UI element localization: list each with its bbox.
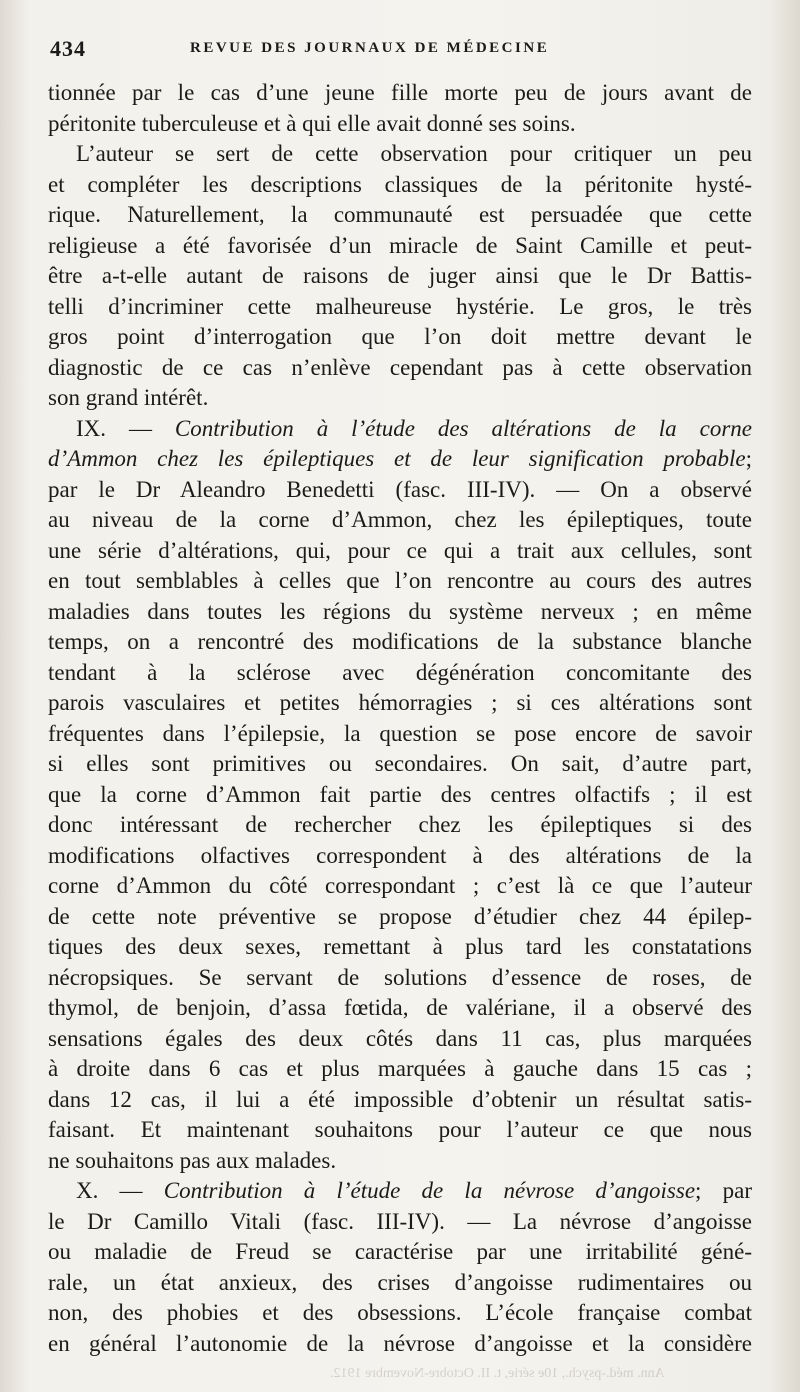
text-line: que la corne d’Ammon fait partie des centres olfactifs ; il est: [48, 781, 752, 807]
section-heading-ix: IX. — Contribution à l’étude des altérations de la corne: [76, 415, 752, 441]
text-line: si elles sont primitives ou secondaires. On sait, d’autre part,: [48, 751, 752, 776]
text-line: non, des phobies et des obsessions. L’école française combat: [48, 1300, 752, 1325]
body-text: [48, 78, 752, 1359]
text-line: en tout semblables à celles que l’on rencontre au cours des autres: [48, 568, 752, 593]
text-line: au niveau de la corne d’Ammon, chez les épileptiques, toute: [48, 507, 752, 532]
text-line: à droite dans 6 cas et plus marquées à gauche dans 15 cas ;: [48, 1056, 752, 1081]
paragraph-start-line: L’auteur se sert de cette observation pour critiquer un peu: [76, 141, 752, 166]
text-line: en général l’autonomie de la névrose d’angoisse et la considère: [48, 1330, 752, 1356]
text-line: thymol, de benjoin, d’assa fœtida, de valériane, il a observé des: [48, 995, 752, 1020]
text-line: donc intéressant de rechercher chez les épileptiques si des: [48, 812, 752, 837]
text-line: rique. Naturellement, la communauté est persuadée que cette: [48, 202, 752, 227]
text-line: le Dr Camillo Vitali (fasc. III-IV). — La névrose d’angoisse: [48, 1208, 752, 1234]
text-line: religieuse a été favorisée d’un miracle de Saint Camille et peut-: [48, 232, 752, 258]
text-line: faisant. Et maintenant souhaitons pour l’auteur ce que nous: [48, 1117, 752, 1142]
text-line: être a-t-elle autant de raisons de juger ainsi que le Dr Battis-: [48, 263, 752, 288]
text-line: fréquentes dans l’épilepsie, la question se pose encore de savoir: [48, 720, 752, 746]
text-line: par le Dr Aleandro Benedetti (fasc. III-IV). — On a observé: [48, 476, 752, 502]
section-heading-ix-cont: d’Ammon chez les épileptiques et de leur signification probable;: [48, 446, 752, 471]
text-line: tendant à la sclérose avec dégénération concomitante des: [48, 659, 752, 685]
text-line: tiques des deux sexes, remettant à plus tard les constatations: [48, 934, 752, 959]
text-line: dans 12 cas, il lui a été impossible d’obtenir un résultat satis-: [48, 1086, 752, 1112]
text-line: temps, on a rencontré des modifications de la substance blanche: [48, 629, 752, 654]
text-line: une série d’altérations, qui, pour ce qui a trait aux cellules, sont: [48, 537, 752, 563]
section-heading-x: X. — Contribution à l’étude de la névrose d’angoisse; par: [76, 1178, 752, 1203]
running-head: [50, 36, 750, 62]
bleedthrough-footer: Ann. méd.-psych., 10e série, t. II. Octobre-Novembre 1912.: [330, 1366, 665, 1381]
text-line: ne souhaitons pas aux malades.: [48, 1147, 337, 1173]
text-line: modifications olfactives correspondent à des altérations de la: [48, 842, 752, 868]
text-line: rale, un état anxieux, des crises d’angoisse rudimentaires ou: [48, 1269, 752, 1295]
page-number: 434: [50, 36, 86, 61]
text-line: son grand intérêt.: [48, 385, 209, 410]
text-line: telli d’incriminer cette malheureuse hystérie. Le gros, le très: [48, 293, 752, 319]
text-line: ou maladie de Freud se caractérise par une irritabilité géné-: [48, 1239, 752, 1264]
text-line: gros point d’interrogation que l’on doit mettre devant le: [48, 324, 752, 349]
text-line: de cette note préventive se propose d’étudier chez 44 épilep-: [48, 903, 752, 929]
text-line: péritonite tuberculeuse et à qui elle avait donné ses soins.: [48, 110, 576, 136]
text-line: nécropsiques. Se servant de solutions d’essence de roses, de: [48, 964, 752, 990]
text-line: et compléter les descriptions classiques de la péritonite hysté-: [48, 171, 752, 197]
journal-title: REVUE DES JOURNAUX DE MÉDECINE: [190, 40, 550, 56]
text-line: tionnée par le cas d’une jeune fille morte peu de jours avant de: [48, 80, 752, 105]
text-line: parois vasculaires et petites hémorragies ; si ces altérations sont: [48, 690, 752, 715]
text-line: sensations égales des deux côtés dans 11 cas, plus marquées: [48, 1025, 752, 1051]
text-line: corne d’Ammon du côté correspondant ; c’est là ce que l’auteur: [48, 873, 752, 898]
text-line: diagnostic de ce cas n’enlève cependant pas à cette observation: [48, 354, 752, 380]
text-line: maladies dans toutes les régions du système nerveux ; en même: [48, 598, 752, 624]
